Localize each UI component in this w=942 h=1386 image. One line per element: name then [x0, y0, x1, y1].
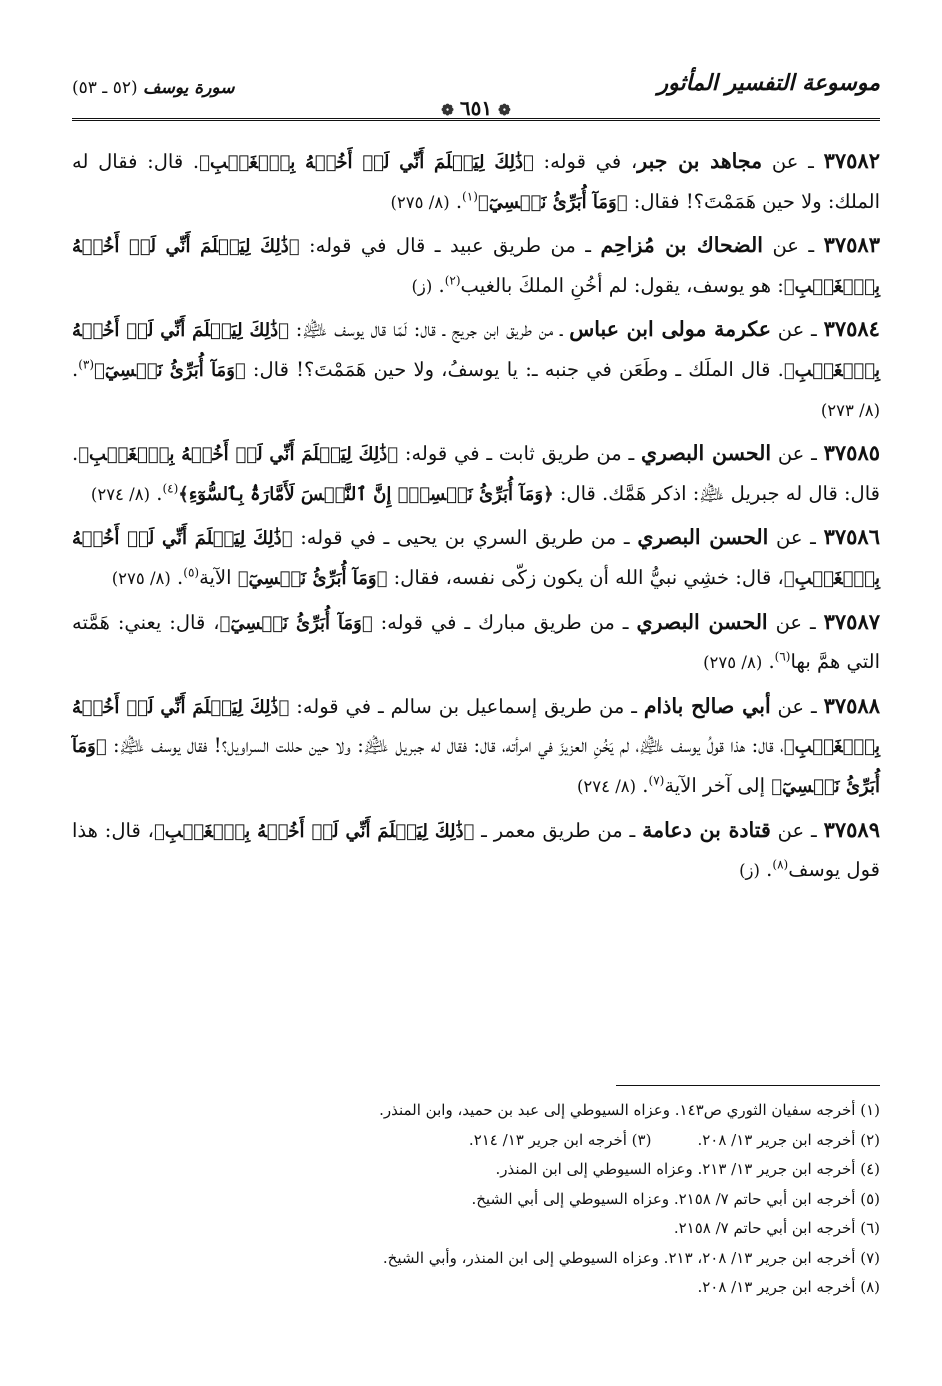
quran-bracket-open: ﴿ [281, 528, 293, 550]
entry-text: . قال الملَك ـ وطَعَن في جنبه ـ: يا يوسفُ، ولا حين هَمَمْتَ؟! قال: [245, 357, 784, 381]
entry-lead: ـ عن [763, 234, 824, 258]
quran-text: ذَٰلِكَ لِيَعۡلَمَ أَنِّي لَمۡ أَخُنۡهُ بِٱلۡغَيۡبِ [89, 444, 388, 466]
entry-text: ، قال: هذا قول يوسف [72, 818, 880, 882]
entry-end: . [762, 650, 775, 674]
entry-end: . [170, 565, 184, 589]
footnote-marker[interactable]: (٧) [648, 773, 665, 788]
entry-lead: ـ عن [767, 610, 824, 634]
header-rule [72, 118, 880, 121]
quran-bracket-open: ﴿ [278, 696, 290, 718]
footnote [72, 1185, 880, 1215]
quran-bracket-close: ﴾ [771, 775, 783, 797]
entry-text: إلى آخر الآية [664, 773, 772, 797]
quran-bracket-open: ﴿ [616, 191, 628, 213]
quran-text: ذَٰلِكَ لِيَعۡلَمَ أَنِّي لَمۡ أَخُنۡهُ بِٱلۡغَيۡبِ [164, 820, 464, 842]
entry-text: . قال: فقال له الملك: ولا حين هَمَمْتَ؟! فقال: [72, 150, 880, 213]
quran-text: ذَٰلِكَ لِيَعۡلَمَ أَنِّي لَمۡ أَخُنۡهُ بِٱلۡغَيۡبِ [72, 528, 880, 589]
source-reference: (٨/ ٢٧٣) [820, 400, 880, 420]
entry-end: . [636, 773, 649, 797]
quran-bracket-open: ﴿ [376, 567, 388, 589]
narration-entry [72, 142, 880, 222]
narration-entry [72, 226, 880, 306]
narration-entry [72, 687, 880, 807]
footnote-marker[interactable]: (٢) [444, 273, 461, 288]
quran-quote [154, 821, 474, 842]
entry-text: ـ من طريق ثابت ـ في قوله: [398, 442, 641, 466]
quran-quote [94, 360, 246, 381]
narration-number: ٣٧٥٨٣ [823, 232, 880, 258]
running-header [72, 70, 880, 120]
page-number: ٦٥١ [459, 96, 493, 120]
quran-text: وَمَآ أُبَرِّئُ نَفۡسِيٓۚ إِنَّ ٱلنَّفۡسَ لَأَمَّارَةُۢ بِٱلسُّوٓءِ [188, 483, 544, 505]
narration-entry [72, 811, 880, 891]
narration-entry [72, 603, 880, 683]
quran-text: وَمَآ أُبَرِّئُ نَفۡسِيٓ [488, 191, 617, 213]
entry-end: . [449, 189, 463, 213]
book-title: موسوعة التفسير المأثور [657, 70, 880, 96]
entry-lead: ـ عن [762, 150, 824, 173]
footnote [72, 1155, 880, 1185]
footnote-text: (١) أخرجه سفيان الثوري ص١٤٣. وعزاه السيوطي إلى عبد بن حميد، وابن المنذر. [379, 1101, 880, 1119]
footnote [72, 1096, 880, 1126]
footnote [72, 1126, 880, 1156]
source-reference: (٨/ ٢٧٥) [111, 568, 171, 588]
footnote-text: (٥) أخرجه ابن أبي حاتم ٧/ ٢١٥٨. وعزاه السيوطي إلى أبي الشيخ. [471, 1189, 880, 1208]
footnotes [72, 1096, 880, 1303]
quran-bracket-close: ﴾ [153, 820, 165, 842]
quran-bracket-close: ﴾ [783, 275, 795, 297]
entry-lead: ـ عن [770, 694, 824, 718]
quran-text: ذَٰلِكَ لِيَعۡلَمَ أَنِّي لَمۡ أَخُنۡهُ بِٱلۡغَيۡبِ [209, 152, 523, 173]
entry-text: ، قال: هذا قولُ يوسف ﵇، لم يَخُنِ العزيزَ في امرأته، قال: فقال له جبريل ﵇: ولا حين حللت السراويل؟! فقال يوسف ﵇: [106, 734, 784, 758]
entry-text: ـ من طريق إسماعيل بن سالم ـ في قوله: [289, 694, 644, 718]
page-number-block [435, 96, 516, 120]
entry-text: ، قال: يعني: هَمَّته التي همَّ بها [72, 610, 880, 674]
entry-end: . [432, 273, 445, 297]
quran-text: وَمَآ أُبَرِّئُ نَفۡسِيٓ [104, 359, 235, 381]
narrator-name: الحسن البصري [636, 609, 768, 634]
narrator-name: الحسن البصري [640, 441, 772, 466]
entry-text: ـ من طريق معمر ـ [474, 818, 643, 842]
quran-bracket-close: ﴾ [477, 191, 489, 213]
narration-number: ٣٧٥٨٨ [823, 692, 880, 718]
entry-text: الآية [199, 565, 238, 589]
narration-number: ٣٧٥٨٩ [823, 816, 880, 842]
footnote [72, 1214, 880, 1244]
narration-number: ٣٧٥٨٤ [823, 316, 880, 342]
quran-quote [78, 444, 398, 465]
quran-bracket-close: ﴾ [783, 736, 795, 758]
quran-bracket-open: ﴿ [522, 152, 534, 173]
narration-number: ٣٧٥٨٥ [823, 440, 881, 466]
entry-lead: ـ عن [770, 318, 824, 342]
entry-lead: ـ عن [770, 818, 824, 842]
narration-number: ٣٧٥٨٦ [823, 524, 880, 550]
footnote-rule [616, 1085, 880, 1086]
quran-quote [238, 568, 388, 589]
source-reference: (٨/ ٢٧٥) [390, 192, 450, 212]
quran-quote [220, 613, 373, 634]
source-reference: (٨/ ٢٧٥) [703, 653, 763, 673]
quran-bracket-close: ﴾ [178, 483, 189, 505]
footnote-text: (٧) أخرجه ابن جرير ١٣/ ٢٠٨، ٢١٣. وعزاه السيوطي إلى ابن المنذر، وأبي الشيخ. [382, 1248, 880, 1267]
sura-name: سورة يوسف [143, 78, 235, 98]
footnote-marker[interactable]: (٦) [774, 649, 791, 664]
quran-text: ذَٰلِكَ لِيَعۡلَمَ أَنِّي لَمۡ أَخُنۡهُ بِٱلۡغَيۡبِ [72, 696, 880, 758]
footnote-text: (٦) أخرجه ابن أبي حاتم ٧/ ٢١٥٨. [673, 1219, 880, 1237]
quran-quote [199, 152, 534, 173]
quran-bracket-open: ﴿ [278, 320, 289, 342]
narrator-name: قتادة بن دعامة [642, 817, 771, 842]
footnote-marker[interactable]: (٨) [772, 857, 789, 872]
footnote-text: (٣) أخرجه ابن جرير ١٣/ ٢١٤. [468, 1130, 652, 1149]
quran-text: وَمَآ أُبَرِّئُ نَفۡسِيٓ [230, 612, 362, 634]
quran-text: ذَٰلِكَ لِيَعۡلَمَ أَنِّي لَمۡ أَخُنۡهُ بِٱلۡغَيۡبِ [72, 320, 881, 381]
entry-end: . [72, 357, 79, 381]
footnote [72, 1244, 880, 1274]
quran-bracket-close: ﴾ [237, 567, 249, 589]
entry-text: ، قال: خشِي نبيُّ الله أن يكون زكّى نفسه، فقال: [387, 565, 784, 589]
footnote-text: (٤) أخرجه ابن جرير ١٣/ ٢١٣. وعزاه السيوطي إلى ابن المنذر. [495, 1160, 880, 1178]
narration-entry [72, 518, 880, 598]
footnote-marker[interactable]: (٤) [162, 481, 179, 496]
entry-lead: ـ عن [771, 442, 824, 466]
footnote [72, 1273, 880, 1303]
entry-text: : هو يوسف، يقول: لم أخُنِ الملكَ بالغيب [460, 273, 784, 297]
source-reference: (٨/ ٢٧٤) [576, 776, 637, 796]
entry-end: . [150, 481, 163, 505]
footnote-text: (٨) أخرجه ابن جرير ١٣/ ٢٠٨. [697, 1278, 880, 1296]
quran-text: وَمَآ أُبَرِّئُ نَفۡسِيٓ [248, 567, 377, 589]
quran-bracket-open: ﴿ [361, 612, 373, 634]
quran-quote [478, 192, 628, 213]
narration-entry [72, 434, 880, 514]
main-text [72, 142, 880, 891]
entry-text: . قال: قال له جبريل ﵇: اذكر هَمَّك. قال: [72, 442, 880, 505]
quran-bracket-open: ﴿ [463, 820, 475, 842]
ornament-icon: ❁ [441, 101, 454, 119]
quran-bracket-open: ﴿ [387, 444, 399, 466]
narrator-name: الضحاك بن مُزاحِم [600, 233, 763, 258]
quran-bracket-open: ﴿ [288, 236, 300, 258]
entry-lead: ـ عن [768, 526, 824, 550]
ornament-icon: ❁ [498, 101, 511, 119]
source-tag: (ز) [411, 276, 433, 296]
quran-bracket-close: ﴾ [219, 612, 231, 634]
sura-header [72, 78, 234, 98]
entry-text: ـ من طريق عبيد ـ قال في قوله: [299, 234, 601, 258]
entry-text: ـ من طريق مبارك ـ في قوله: [372, 610, 637, 634]
entry-text: ـ من طريق ابن جريج ـ قال: لَمّا قال يوسف ﵇: [288, 318, 570, 342]
verse-range: (٥٢ ـ ٥٣) [72, 78, 138, 98]
narrator-name: مجاهد بن جبر [637, 149, 763, 173]
quran-bracket-close: ﴾ [199, 152, 210, 173]
quran-text: ذَٰلِكَ لِيَعۡلَمَ أَنِّي لَمۡ أَخُنۡهُ بِٱلۡغَيۡبِ [72, 236, 880, 297]
quran-bracket-close: ﴾ [783, 567, 795, 589]
narration-number: ٣٧٥٨٢ [823, 148, 880, 173]
source-reference: (٨/ ٢٧٤) [90, 484, 151, 504]
footnote-text: (٢) أخرجه ابن جرير ١٣/ ٢٠٨. [697, 1130, 880, 1149]
footnote-marker[interactable]: (٣) [78, 357, 95, 372]
quran-bracket-close: ﴾ [78, 444, 90, 466]
source-tag: (ز) [739, 861, 760, 881]
footnote-marker[interactable]: (٥) [183, 565, 200, 580]
quran-bracket-close: ﴾ [94, 359, 105, 381]
quran-quote [178, 484, 553, 505]
quran-bracket-close: ﴾ [783, 359, 795, 381]
quran-text: وَمَآ أُبَرِّئُ نَفۡسِيٓ [72, 736, 880, 797]
narrator-name: الحسن البصري [637, 525, 769, 550]
quran-bracket-open: ﴿ [95, 736, 107, 758]
narrator-name: أبي صالح باذام [643, 693, 771, 718]
narrator-name: عكرمة مولى ابن عباس [569, 317, 771, 342]
quran-bracket-open: ﴿ [543, 483, 554, 505]
narration-number: ٣٧٥٨٧ [823, 608, 881, 634]
quran-bracket-open: ﴿ [234, 359, 246, 381]
footnote-marker[interactable]: (١) [462, 189, 478, 204]
entry-text: ، في قوله: [533, 150, 638, 173]
entry-end: . [759, 858, 773, 882]
narration-entry [72, 310, 880, 430]
entry-text: ـ من طريق السري بن يحيى ـ في قوله: [292, 526, 638, 550]
